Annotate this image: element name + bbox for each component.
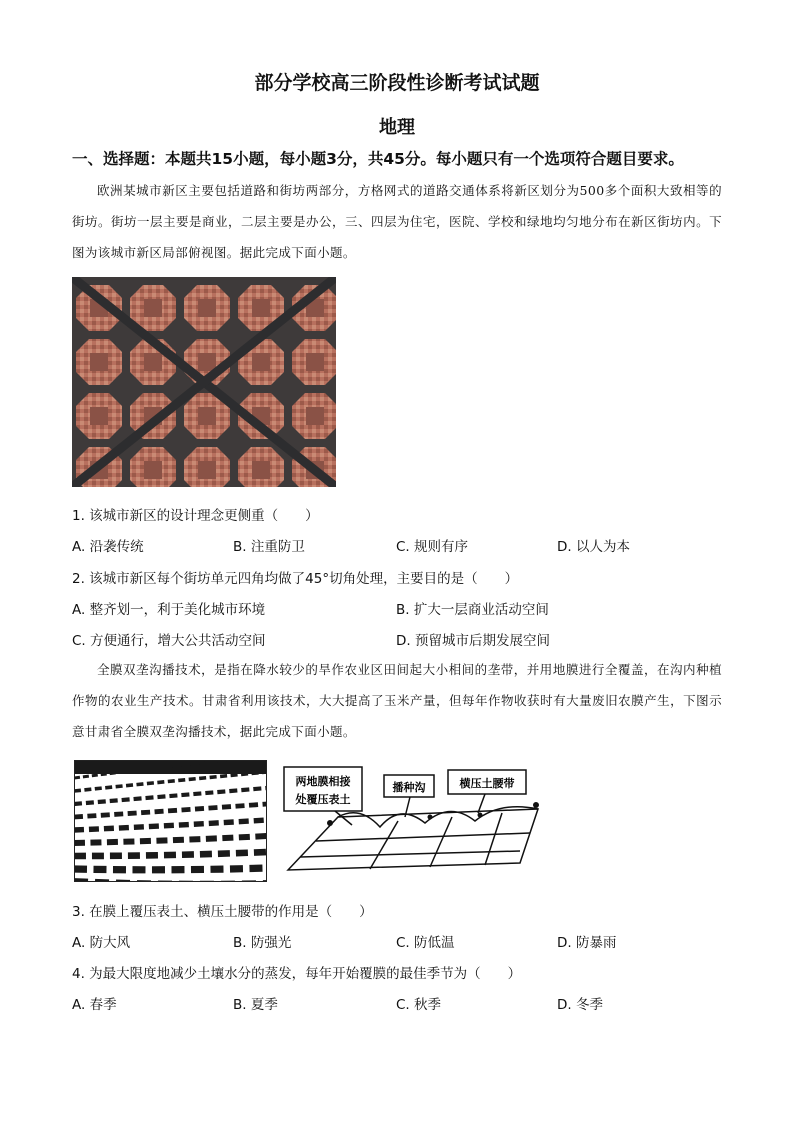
block-courtyard (144, 299, 162, 317)
block-courtyard (144, 353, 162, 371)
question-3-stem: 3. 在膜上覆压表土、横压土腰带的作用是（ ） (72, 904, 373, 920)
question-4-stem: 4. 为最大限度地减少土壤水分的蒸发，每年开始覆膜的最佳季节为（ ） (72, 966, 522, 982)
exam-title: 部分学校高三阶段性诊断考试试题 (254, 72, 540, 94)
label-sowing-furrow: 播种沟 (392, 781, 426, 794)
subject-title: 地理 (379, 117, 415, 138)
block-courtyard (90, 353, 108, 371)
passage-2: 全膜双垄沟播技术，是指在降水较少的旱作农业区田间起大小相间的垄带，并用地膜进行全覆盖，在沟内种植作物的农业生产技术。甘肃省利用该技术，大大提高了玉米产量，但每年作物收获时有大量废旧农膜产生，下图示意甘肃省全膜双垄沟播技术，据此完成下面小题。 (72, 662, 722, 739)
block-courtyard (198, 407, 216, 425)
q3-option-d: D. 防暴雨 (557, 935, 617, 951)
label-soil-belt: 横压土腰带 (459, 777, 515, 790)
q4-option-b: B. 夏季 (233, 997, 278, 1013)
block-courtyard (198, 461, 216, 479)
city-aerial-image (72, 277, 336, 487)
q2-option-a: A. 整齐划一，利于美化城市环境 (72, 602, 266, 618)
question-2-stem: 2. 该城市新区每个街坊单元四角均做了45°切角处理，主要目的是（ ） (72, 571, 519, 587)
q3-option-a: A. 防大风 (72, 935, 131, 951)
block-courtyard (144, 461, 162, 479)
block-courtyard (90, 407, 108, 425)
section-heading: 一、选择题：本题共15小题，每小题3分，共45分。每小题只有一个选项符合题目要求。 (72, 150, 684, 168)
q4-option-d: D. 冬季 (557, 997, 603, 1013)
q1-option-d: D. 以人为本 (557, 539, 630, 555)
q1-option-a: A. 沿袭传统 (72, 539, 144, 555)
question-1-stem: 1. 该城市新区的设计理念更侧重（ ） (72, 508, 319, 524)
q3-option-c: C. 防低温 (396, 935, 455, 951)
q1-option-c: C. 规则有序 (396, 539, 469, 555)
block-courtyard (306, 407, 324, 425)
q1-option-b: B. 注重防卫 (233, 539, 305, 555)
block-courtyard (252, 353, 270, 371)
q2-option-b: B. 扩大一层商业活动空间 (396, 602, 549, 618)
q3-option-b: B. 防强光 (233, 935, 292, 951)
q4-option-c: C. 秋季 (396, 997, 442, 1013)
block-courtyard (198, 353, 216, 371)
q2-option-c: C. 方便通行，增大公共活动空间 (72, 633, 266, 649)
label-film-joint-line2: 处覆压表土 (295, 793, 351, 806)
q2-option-d: D. 预留城市后期发展空间 (396, 633, 550, 649)
block-courtyard (252, 299, 270, 317)
label-film-joint-line1: 两地膜相接 (295, 775, 351, 788)
q4-option-a: A. 春季 (72, 997, 117, 1013)
block-courtyard (306, 353, 324, 371)
block-courtyard (252, 461, 270, 479)
passage-1: 欧洲某城市新区主要包括道路和街坊两部分，方格网式的道路交通体系将新区划分为500多个面积大致相等的街坊。街坊一层主要是商业，二层主要是办公，三、四层为住宅，医院、学校和绿地均匀地分布在新区街坊内。下图为该城市新区局部俯视图。据此完成下面小题。 (72, 183, 722, 260)
film-field-photo (74, 760, 267, 882)
block-courtyard (198, 299, 216, 317)
ridge-furrow-diagram (280, 765, 548, 880)
